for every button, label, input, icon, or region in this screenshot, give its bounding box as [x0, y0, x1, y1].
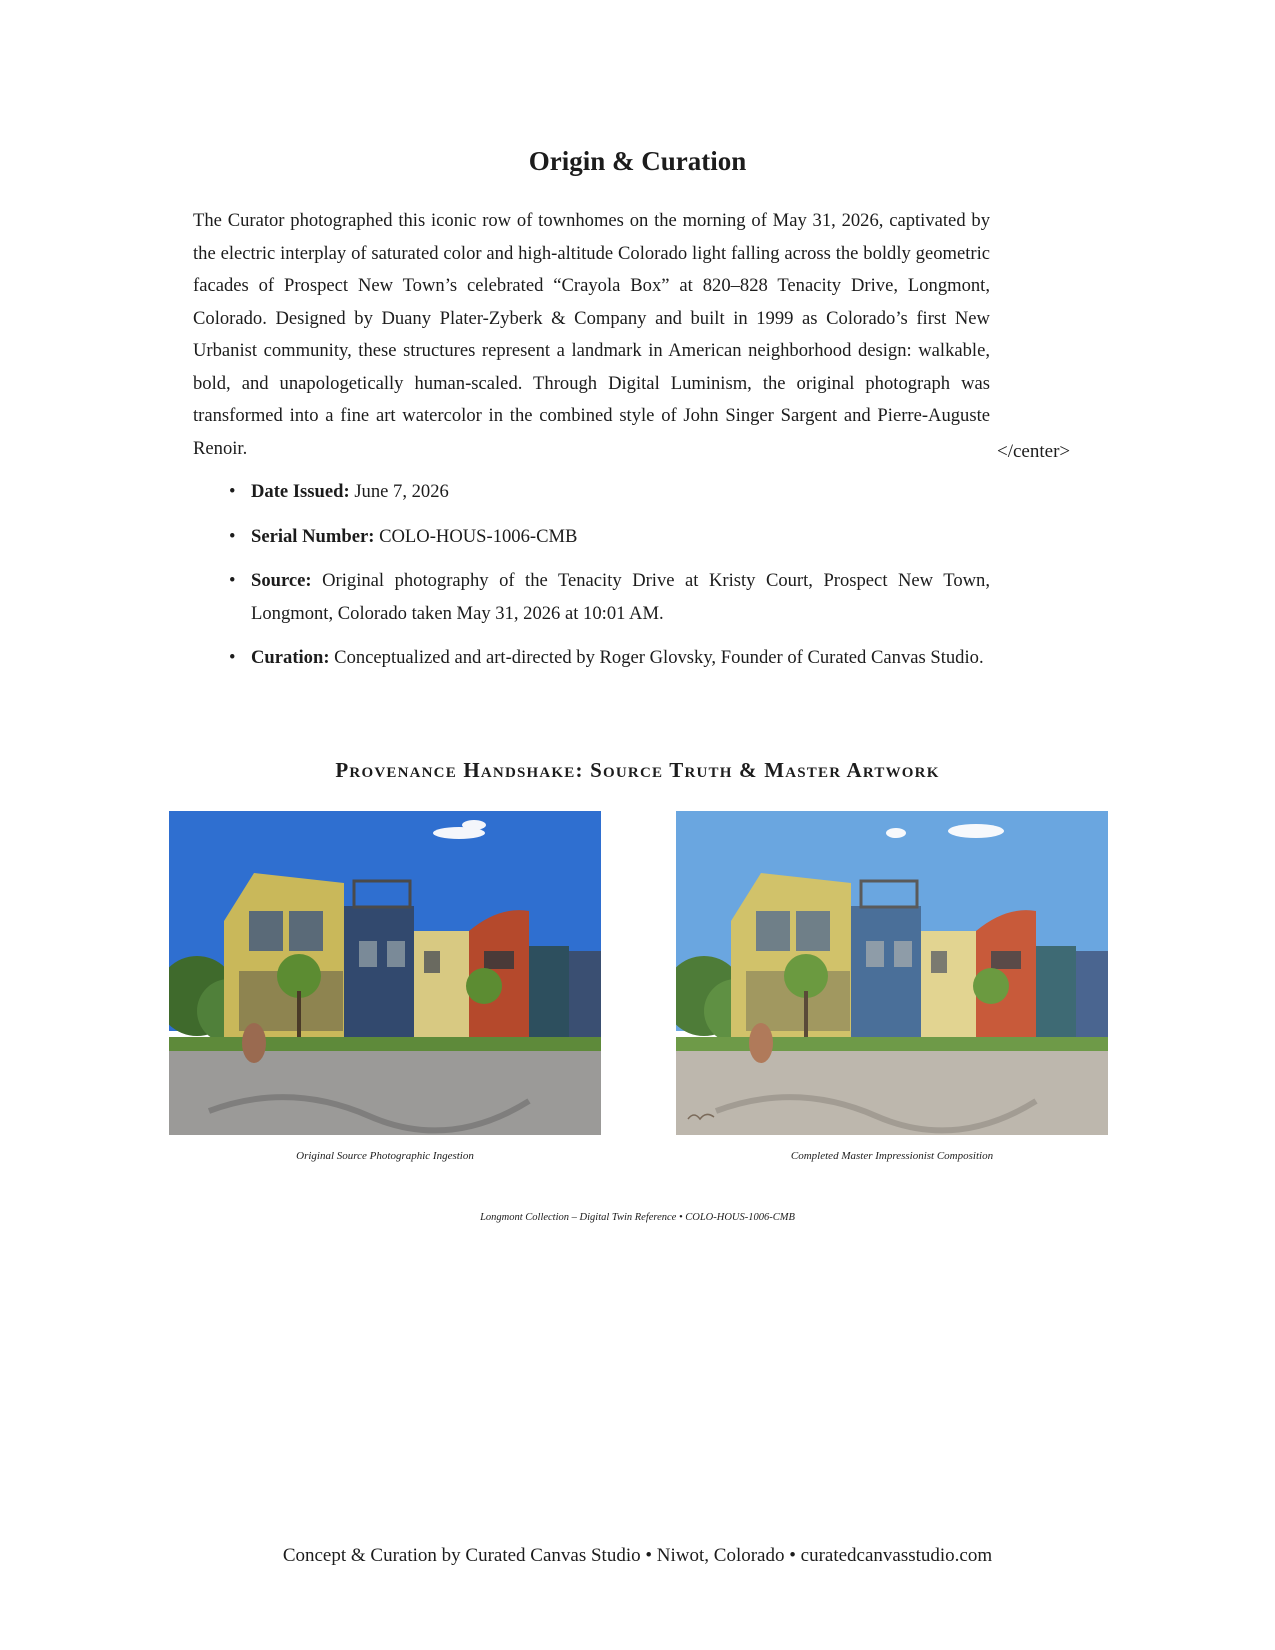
detail-source	[229, 565, 990, 630]
bullet-icon: •	[229, 570, 236, 591]
detail-label: Curation:	[251, 647, 330, 668]
lawn	[169, 1037, 601, 1051]
window	[796, 911, 830, 951]
window	[894, 941, 912, 967]
source-photograph	[169, 811, 601, 1135]
window	[756, 911, 790, 951]
source-photo-caption: Original Source Photographic Ingestion	[296, 1150, 474, 1162]
tree	[466, 968, 502, 1004]
far-house	[1076, 951, 1108, 1041]
details-list	[229, 476, 990, 687]
cloud	[462, 820, 486, 830]
stray-markup-text: </center>	[997, 441, 1071, 462]
townhomes-painting-illustration	[676, 811, 1108, 1135]
cloud	[886, 828, 906, 838]
tree-trunk	[297, 991, 301, 1041]
blue-house	[851, 906, 921, 1041]
window	[387, 941, 405, 967]
far-house	[1036, 946, 1076, 1041]
detail-label: Source:	[251, 570, 312, 591]
window	[249, 911, 283, 951]
window	[359, 941, 377, 967]
window	[484, 951, 514, 969]
master-artwork-caption: Completed Master Impressionist Composition	[790, 1150, 994, 1162]
detail-value: June 7, 2026	[354, 481, 449, 502]
detail-serial-number	[229, 521, 990, 554]
blue-house	[344, 906, 414, 1041]
bullet-icon: •	[229, 647, 236, 668]
window	[289, 911, 323, 951]
tree	[973, 968, 1009, 1004]
digital-twin-reference: Longmont Collection – Digital Twin Reference • COLO-HOUS-1006-CMB	[480, 1212, 795, 1223]
cream-house	[921, 931, 976, 1041]
detail-label: Date Issued:	[251, 481, 350, 502]
detail-value: COLO-HOUS-1006-CMB	[379, 525, 578, 547]
page-title: Origin & Curation	[528, 146, 747, 176]
tree-trunk	[804, 991, 808, 1041]
master-artwork	[676, 811, 1108, 1135]
window	[931, 951, 947, 973]
cloud	[948, 824, 1004, 838]
far-house	[529, 946, 569, 1041]
townhomes-photo-illustration	[169, 811, 601, 1135]
window	[991, 951, 1021, 969]
boulder	[749, 1023, 773, 1063]
detail-date-issued	[229, 476, 990, 509]
bullet-icon: •	[229, 481, 236, 502]
detail-label: Serial Number:	[251, 525, 375, 547]
far-house	[569, 951, 601, 1041]
cream-house	[414, 931, 469, 1041]
section-title: Provenance Handshake: Source Truth & Master Artwork	[335, 758, 940, 782]
intro-paragraph: The Curator photographed this iconic row of townhomes on the morning of May 31, 2026, captivated by the electric interplay of saturated color and high-altitude Colorado light falling across the boldly geometric facades of Prospect New Town’s celebrated “Crayola Box” at 820–828 Tenacity Drive, Longmont, Colorado. Designed by Duany Plater-Zyberk & Company and built in 1999 as Colorado’s first New Urbanist community, these structures represent a landmark in American neighborhood design: walkable, bold, and unapologetically human-scaled. Through Digital Luminism, the original photograph was transformed into a fine art watercolor in the combined style of John Singer Sargent and Pierre-Auguste Renoir.	[193, 210, 990, 459]
detail-value: Conceptualized and art-directed by Roger Glovsky, Founder of Curated Canvas Studio.	[334, 647, 984, 668]
page-footer: Concept & Curation by Curated Canvas Studio • Niwot, Colorado • curatedcanvasstudio.com	[282, 1545, 993, 1566]
bullet-icon: •	[229, 525, 236, 547]
detail-curation	[229, 642, 990, 675]
window	[866, 941, 884, 967]
boulder	[242, 1023, 266, 1063]
detail-value: Original photography of the Tenacity Drive at Kristy Court, Prospect New Town, Longmont, Colorado taken May 31, 2026 at 10:01 AM.	[251, 570, 990, 624]
window	[424, 951, 440, 973]
lawn	[676, 1037, 1108, 1051]
